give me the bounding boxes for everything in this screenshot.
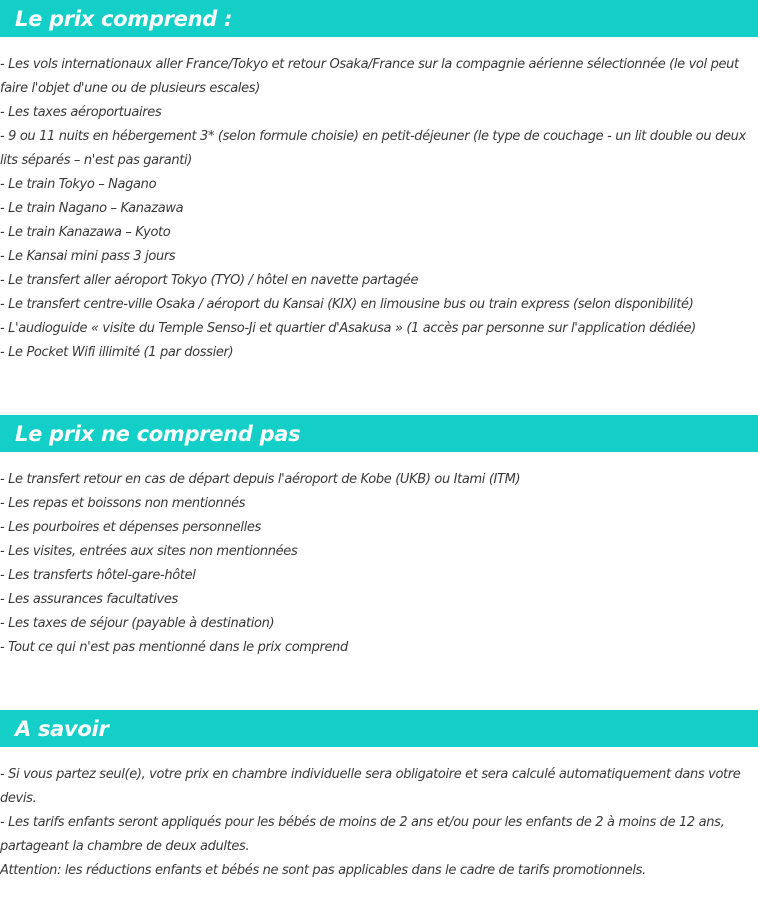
good-to-know-line: Attention: les réductions enfants et bébés ne sont pas applicables dans le cadre de tarifs promotionnels.	[0, 863, 646, 878]
section-header-included	[0, 0, 758, 37]
included-line: - Le transfert aller aéroport Tokyo (TYO) / hôtel en navette partagée	[0, 273, 419, 288]
not-included-line: - Les pourboires et dépenses personnelles	[0, 520, 261, 535]
not-included-line: - Les repas et boissons non mentionnés	[0, 496, 246, 511]
included-line: - L'audioguide « visite du Temple Senso-Ji et quartier d'Asakusa » (1 accès par personne sur l'application dédiée)	[0, 321, 696, 336]
good-to-know-line: - Les tarifs enfants seront appliqués pour les bébés de moins de 2 ans et/ou pour les enfants de 2 à moins de 12 ans,	[0, 815, 725, 830]
not-included-line: - Les transferts hôtel-gare-hôtel	[0, 568, 196, 583]
not-included-line: - Tout ce qui n'est pas mentionné dans le prix comprend	[0, 640, 348, 655]
good-to-know-line: - Si vous partez seul(e), votre prix en chambre individuelle sera obligatoire et sera calculé automatiquement dans votre	[0, 767, 741, 782]
included-line: lits séparés – n'est pas garanti)	[0, 153, 193, 168]
not-included-line: - Les taxes de séjour (payable à destination)	[0, 616, 275, 631]
not-included-line: - Les visites, entrées aux sites non mentionnées	[0, 544, 298, 559]
section-header-good-to-know	[0, 710, 758, 747]
included-line: - Le train Tokyo – Nagano	[0, 177, 157, 192]
included-line: - Le Kansai mini pass 3 jours	[0, 249, 176, 264]
section-title-not-included: Le prix ne comprend pas	[15, 421, 301, 446]
included-line: - Les vols internationaux aller France/Tokyo et retour Osaka/France sur la compagnie aérienne sélectionnée (le vol peut	[0, 57, 739, 72]
section-body-included	[0, 53, 758, 365]
section-title-included: Le prix comprend :	[15, 6, 233, 31]
section-title-good-to-know: A savoir	[15, 716, 109, 741]
section-header-not-included	[0, 415, 758, 452]
included-line: faire l'objet d'une ou de plusieurs escales)	[0, 81, 260, 96]
included-line: - Le train Nagano – Kanazawa	[0, 201, 184, 216]
good-to-know-line: partageant la chambre de deux adultes.	[0, 839, 250, 854]
not-included-line: - Les assurances facultatives	[0, 592, 178, 607]
included-line: - Les taxes aéroportuaires	[0, 105, 162, 120]
included-line: - 9 ou 11 nuits en hébergement 3* (selon formule choisie) en petit-déjeuner (le type de couchage - un lit double ou deux	[0, 129, 746, 144]
not-included-line: - Le transfert retour en cas de départ depuis l'aéroport de Kobe (UKB) ou Itami (ITM)	[0, 472, 521, 487]
good-to-know-line: devis.	[0, 791, 37, 806]
included-line: - Le transfert centre-ville Osaka / aéroport du Kansai (KIX) en limousine bus ou train express (selon disponibilité)	[0, 297, 694, 312]
section-body-not-included	[0, 468, 758, 660]
included-line: - Le Pocket Wifi illimité (1 par dossier)	[0, 345, 234, 360]
section-body-good-to-know	[0, 763, 758, 883]
included-line: - Le train Kanazawa – Kyoto	[0, 225, 171, 240]
